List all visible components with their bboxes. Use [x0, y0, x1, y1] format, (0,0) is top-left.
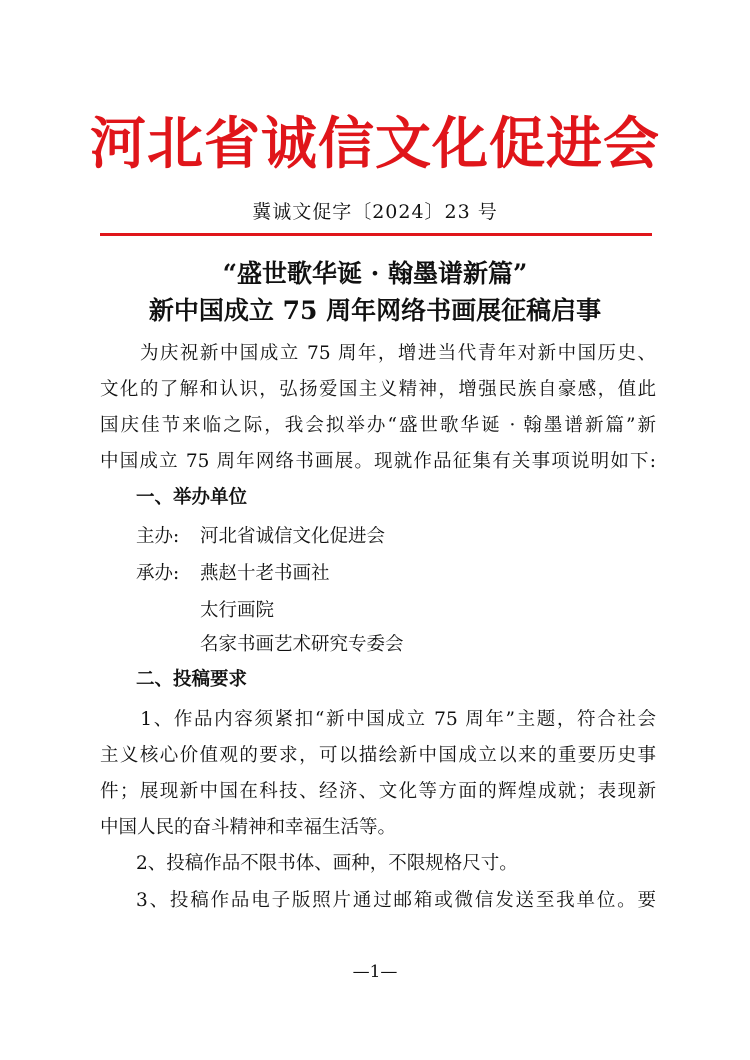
- red-separator-line: [100, 233, 652, 236]
- headline-line-2: 新中国成立 75 周年网络书画展征稿启事: [148, 296, 602, 325]
- requirement-1-line-4: 中国人民的奋斗精神和幸福生活等。: [100, 817, 397, 838]
- organizer-item: 太行画院: [200, 600, 275, 621]
- requirement-1-line-1: 1、作品内容须紧扣“新中国成立 75 周年”主题，符合社会: [100, 709, 656, 730]
- host-label: 主办:: [136, 526, 180, 547]
- requirement-2: 2、投稿作品不限书体、画种，不限规格尺寸。: [136, 853, 518, 874]
- organizer-item: 名家书画艺术研究专委会: [200, 634, 404, 655]
- intro-line-4: 中国成立 75 周年网络书画展。现就作品征集有关事项说明如下:: [100, 451, 656, 472]
- headline-line-1: “盛世歌华诞 · 翰墨谱新篇”: [222, 259, 528, 288]
- section-heading-organizers: 一、举办单位: [136, 487, 248, 508]
- section-heading-requirements: 二、投稿要求: [136, 669, 248, 690]
- requirement-1-line-3: 件；展现新中国在科技、经济、文化等方面的辉煌成就；表现新: [100, 781, 656, 802]
- requirement-1-line-2: 主义核心价值观的要求，可以描绘新中国成立以来的重要历史事: [100, 745, 656, 766]
- organizer-item: 燕赵十老书画社: [200, 563, 330, 584]
- document-number: 冀诚文促字〔2024〕23 号: [252, 201, 498, 223]
- host-name: 河北省诚信文化促进会: [200, 526, 386, 547]
- intro-line-1: 为庆祝新中国成立 75 周年，增进当代青年对新中国历史、: [100, 343, 656, 364]
- intro-line-2: 文化的了解和认识，弘扬爱国主义精神，增强民族自豪感，值此: [100, 379, 656, 400]
- intro-line-3: 国庆佳节来临之际，我会拟举办“盛世歌华诞 · 翰墨谱新篇”新: [100, 415, 656, 436]
- requirement-3: 3、投稿作品电子版照片通过邮箱或微信发送至我单位。要: [136, 890, 656, 911]
- organization-title: 河北省诚信文化促进会: [90, 111, 660, 177]
- page-number: —1—: [352, 962, 398, 982]
- organizer-label: 承办:: [136, 563, 180, 584]
